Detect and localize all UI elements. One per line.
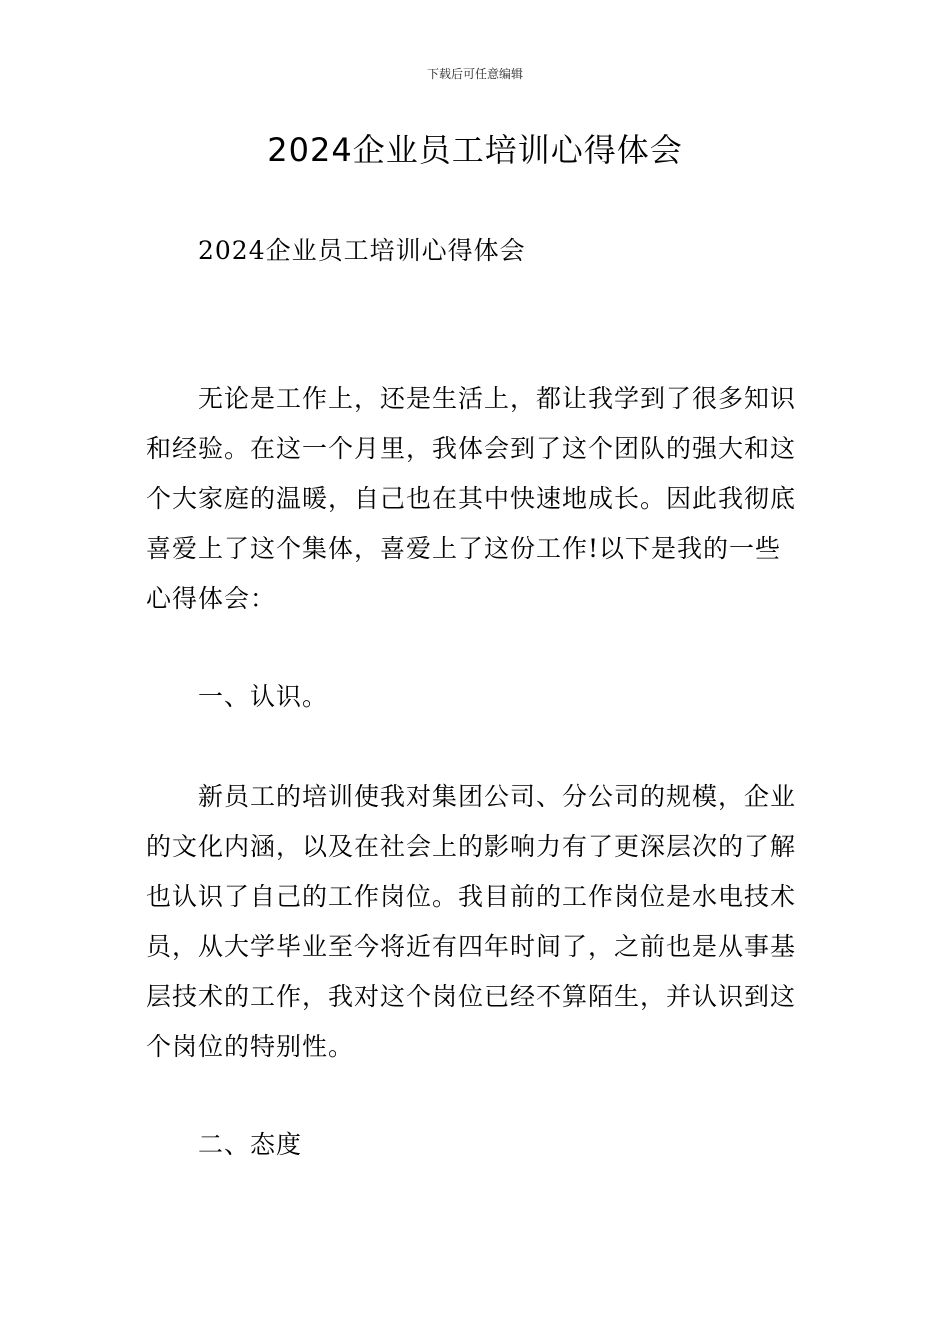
document-subtitle: 2024企业员工培训心得体会	[198, 236, 526, 265]
document-title: 2024企业员工培训心得体会	[267, 131, 683, 169]
section-heading-recognition: 一、认识。	[198, 682, 329, 711]
recognition-paragraph: 新员工的培训使我对集团公司、分公司的规模，企业的文化内涵，以及在社会上的影响力有了更深层次的了解也认识了自己的工作岗位。我目前的工作岗位是水电技术员，从大学毕业至今将近有四年时间了，之前也是从事基层技术的工作，我对这个岗位已经不算陌生，并认识到这个岗位的特别性。	[146, 782, 797, 1061]
section-heading-attitude: 二、态度	[198, 1130, 303, 1159]
intro-paragraph: 无论是工作上，还是生活上，都让我学到了很多知识和经验。在这一个月里，我体会到了这个团队的强大和这个大家庭的温暖，自己也在其中快速地成长。因此我彻底喜爱上了这个集体，喜爱上了这份工作!以下是我的一些心得体会：	[146, 384, 797, 613]
header-note: 下载后可任意编辑	[426, 67, 523, 81]
